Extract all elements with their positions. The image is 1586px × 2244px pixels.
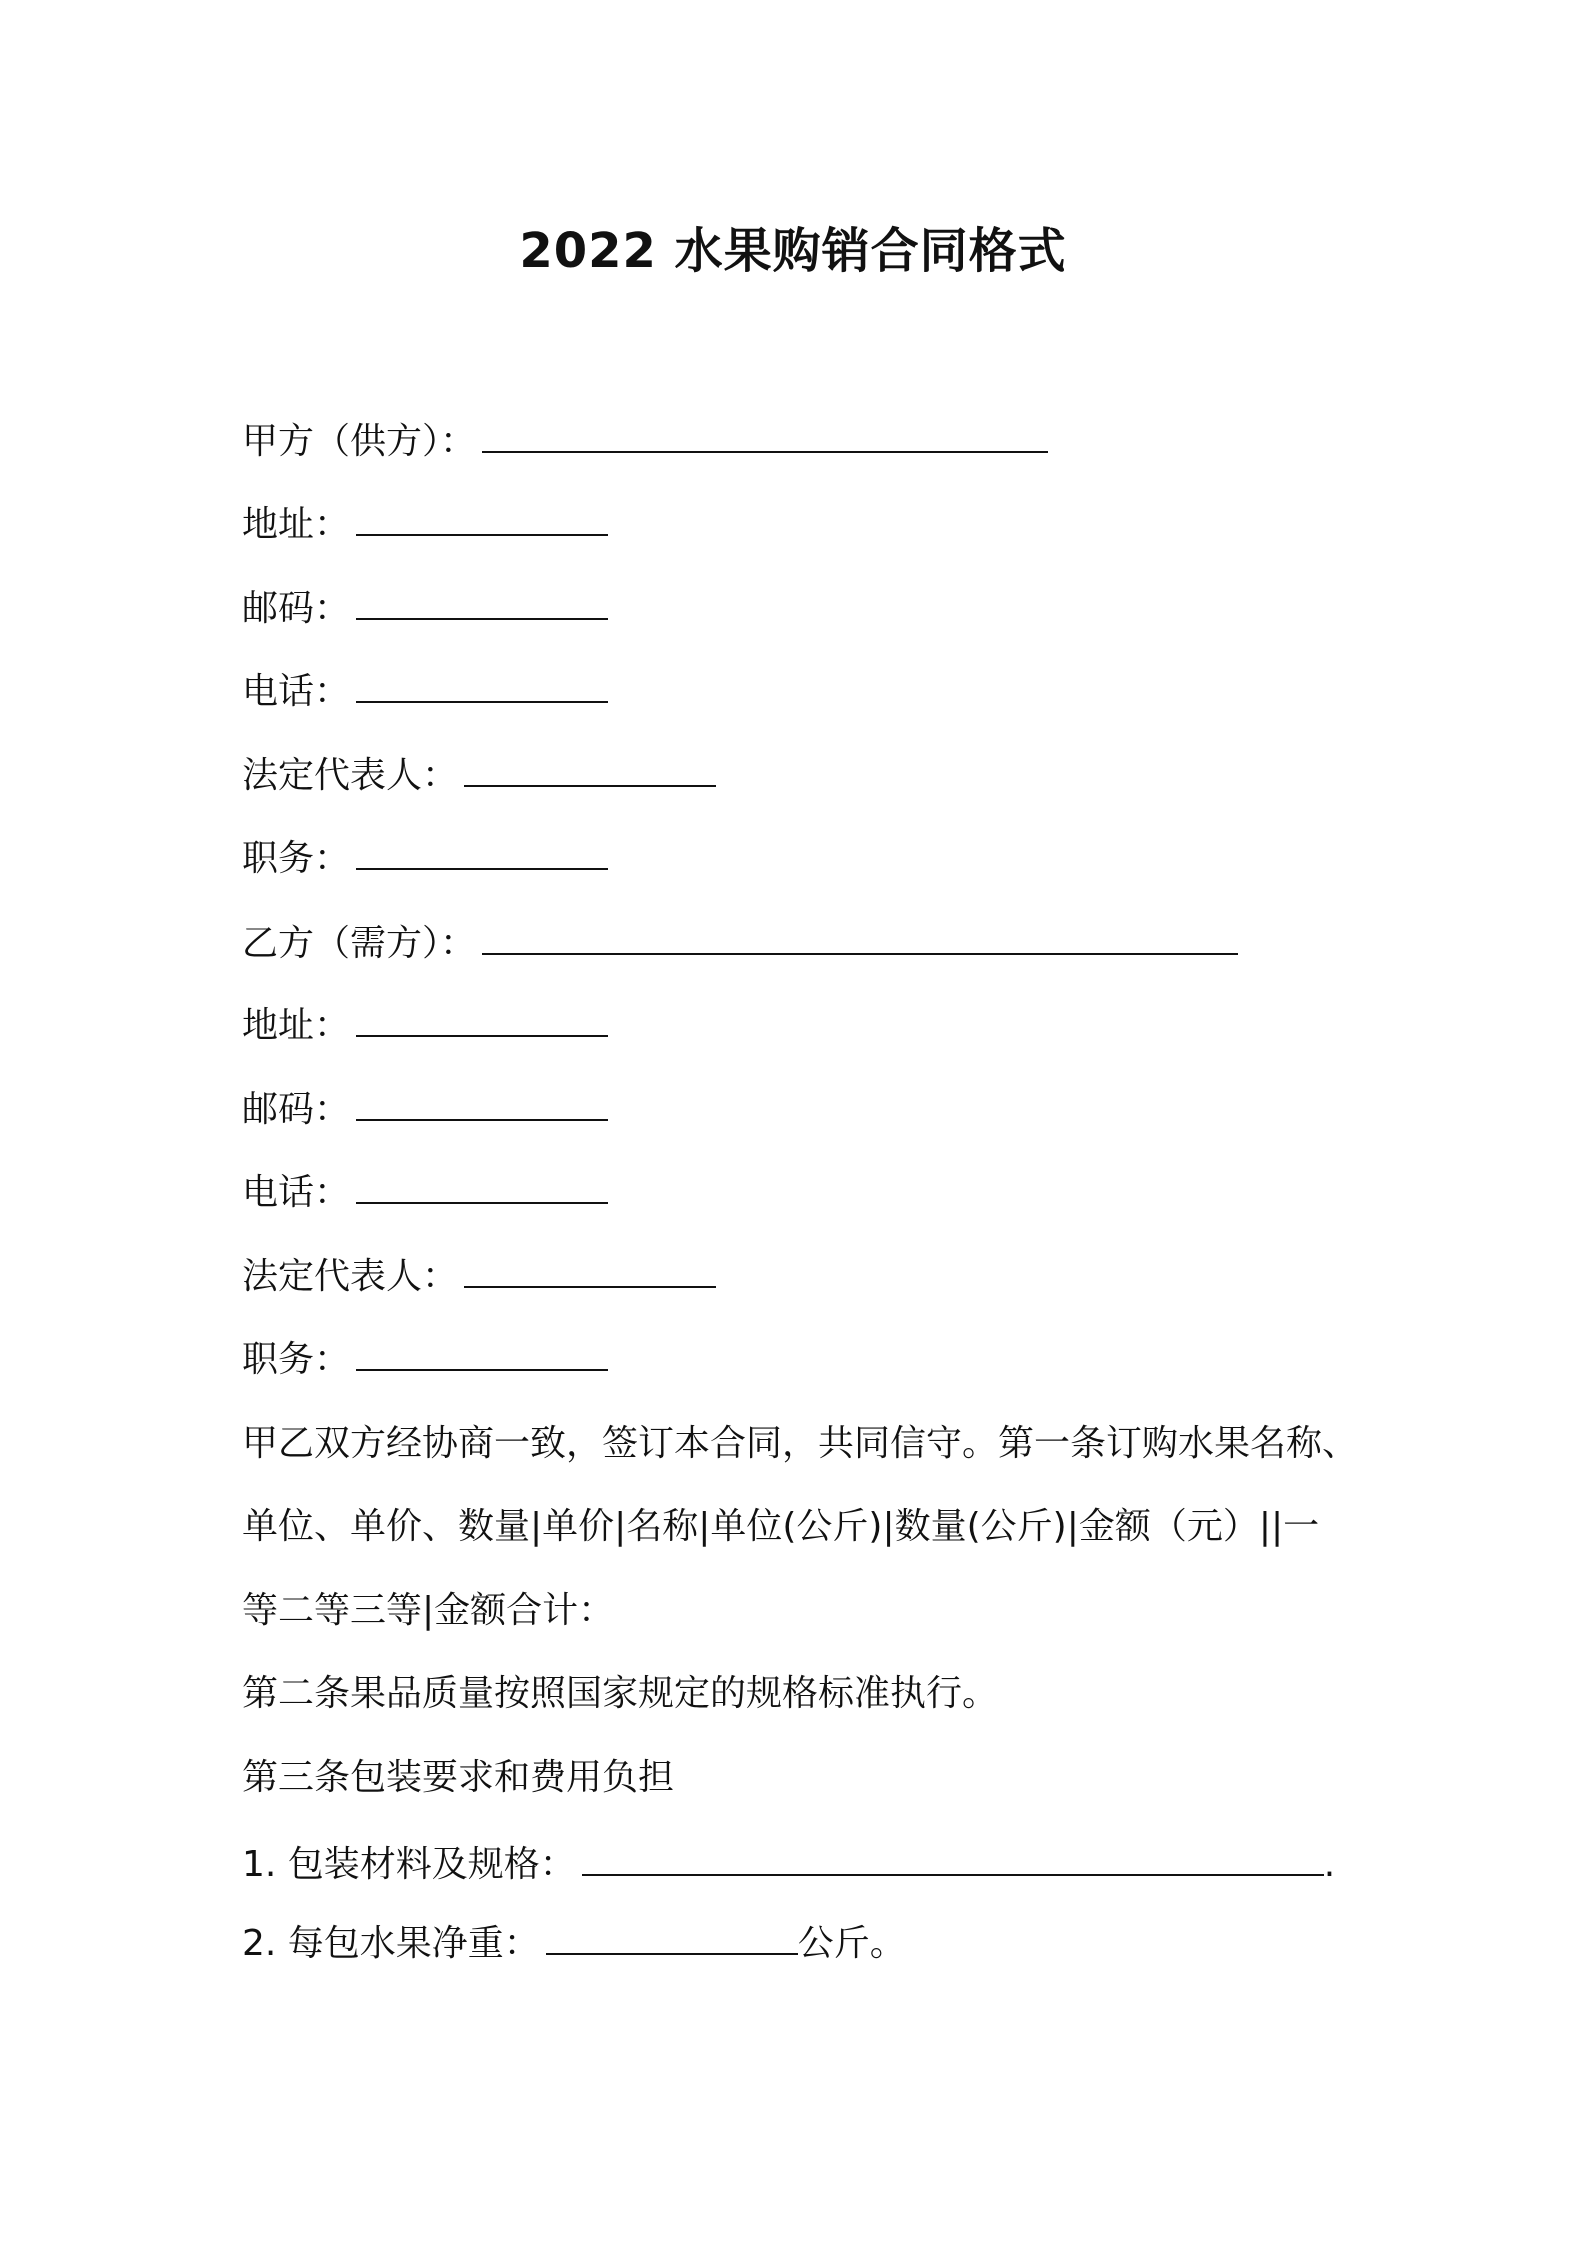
party-a-position-line xyxy=(242,837,608,880)
party-a-phone-line xyxy=(242,670,608,713)
party-a-position-label: 职务： xyxy=(242,838,351,879)
party-b-postcode-blank[interactable] xyxy=(356,1089,608,1121)
party-a-postcode-blank[interactable] xyxy=(356,588,608,620)
party-b-address-label: 地址： xyxy=(242,1005,351,1046)
item-1-end: . xyxy=(1323,1844,1336,1885)
party-a-address-line xyxy=(242,503,608,546)
party-b-phone-line xyxy=(242,1171,608,1214)
party-b-representative-line xyxy=(242,1255,716,1298)
party-b-phone-blank[interactable] xyxy=(356,1172,608,1204)
party-a-representative-blank[interactable] xyxy=(464,755,716,787)
party-a-representative-label: 法定代表人： xyxy=(242,755,459,796)
item-2-blank[interactable] xyxy=(546,1923,798,1955)
item-1-line xyxy=(242,1843,1335,1886)
party-a-phone-blank[interactable] xyxy=(356,671,608,703)
party-a-postcode-label: 邮码： xyxy=(242,588,351,629)
item-2-label: 2. 每包水果净重： xyxy=(242,1923,540,1964)
party-b-phone-label: 电话： xyxy=(242,1172,351,1213)
party-b-postcode-label: 邮码： xyxy=(242,1089,351,1130)
item-1-blank[interactable] xyxy=(582,1844,1324,1876)
party-b-label: 乙方（需方）： xyxy=(242,923,477,964)
party-b-blank[interactable] xyxy=(482,923,1238,955)
party-b-position-blank[interactable] xyxy=(356,1339,608,1371)
party-a-phone-label: 电话： xyxy=(242,671,351,712)
party-b-address-line xyxy=(242,1004,608,1047)
party-a-blank[interactable] xyxy=(482,421,1048,453)
item-2-unit: 公斤。 xyxy=(797,1923,906,1964)
party-a-address-blank[interactable] xyxy=(356,504,608,536)
party-a-line xyxy=(242,420,1048,463)
document-title: 2022 水果购销合同格式 xyxy=(519,223,1067,279)
article-2: 第二条果品质量按照国家规定的规格标准执行。 xyxy=(242,1673,999,1714)
party-a-label: 甲方（供方）： xyxy=(242,421,477,462)
party-b-address-blank[interactable] xyxy=(356,1005,608,1037)
paragraph-1-line-2: 单位、单价、数量|单价|名称|单位(公斤)|数量(公斤)|金额（元）||一 xyxy=(242,1506,1320,1547)
party-a-address-label: 地址： xyxy=(242,504,351,545)
paragraph-1-line-3: 等二等三等|金额合计： xyxy=(242,1590,615,1631)
party-b-position-line xyxy=(242,1338,608,1381)
party-a-postcode-line xyxy=(242,587,608,630)
party-a-representative-line xyxy=(242,754,716,797)
party-b-representative-blank[interactable] xyxy=(464,1256,716,1288)
party-b-postcode-line xyxy=(242,1088,608,1131)
party-b-line xyxy=(242,922,1238,965)
party-b-representative-label: 法定代表人： xyxy=(242,1256,459,1297)
paragraph-1-line-1: 甲乙双方经协商一致，签订本合同，共同信守。第一条订购水果名称、 xyxy=(242,1423,1359,1464)
item-2-line xyxy=(242,1922,906,1965)
party-b-position-label: 职务： xyxy=(242,1339,351,1380)
item-1-label: 1. 包装材料及规格： xyxy=(242,1844,576,1885)
article-3: 第三条包装要求和费用负担 xyxy=(242,1757,675,1798)
party-a-position-blank[interactable] xyxy=(356,838,608,870)
